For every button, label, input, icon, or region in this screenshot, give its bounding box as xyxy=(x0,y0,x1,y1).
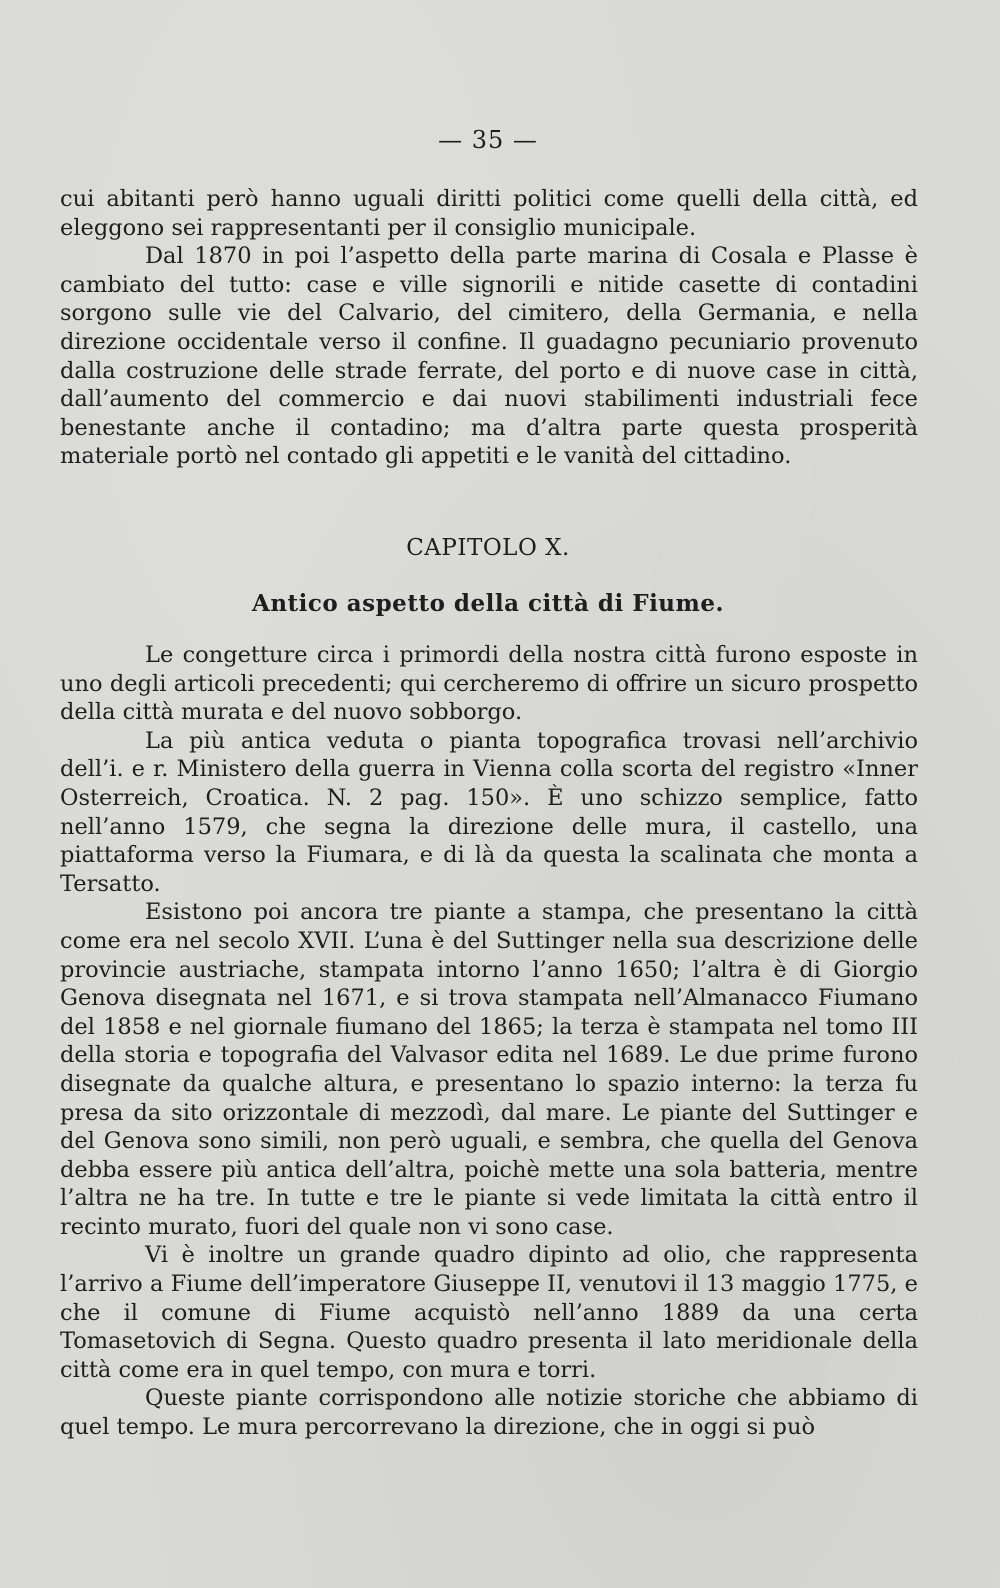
paragraph: Dal 1870 in poi l’aspetto della parte marina di Cosala e Plasse è cambiato del tutto: case e ville signorili e nitide casette di contadini sorgono sulle vie del Calvario, del cimitero, della Germania, e nella direzione occidentale verso il confine. Il guadagno pecuniario provenuto dalla costruzione delle strade ferrate, del porto e di nuove case in città, dall’aumento del commercio e dai nuovi stabilimenti industriali fece benestante anche il contadino; ma d’altra parte questa prosperità materiale portò nel contado gli appetiti e le vanità del cittadino. xyxy=(60,243,918,470)
page-number: — 35 — xyxy=(438,126,538,154)
paragraph: Vi è inoltre un grande quadro dipinto ad olio, che rappresenta l’arrivo a Fiume dell’imperatore Giuseppe II, venutovi il 13 maggio 1775, e che il comune di Fiume acquistò nell’anno 1889 da una certa Tomasetovich di Segna. Questo quadro presenta il lato meridionale della città come era in quel tempo, con mura e torri. xyxy=(60,1242,918,1383)
chapter-title: Antico aspetto della città di Fiume. xyxy=(251,590,725,617)
paragraph: Le congetture circa i primordi della nostra città furono esposte in uno degli articoli precedenti; qui cercheremo di offrire un sicuro prospetto della città murata e del nuovo sobborgo. xyxy=(60,642,918,726)
chapter-text xyxy=(60,641,918,1442)
paragraph: La più antica veduta o pianta topografica trovasi nell’archivio dell’i. e r. Ministero della guerra in Vienna colla scorta del registro «Inner Osterreich, Croatica. N. 2 pag. 150». È uno schizzo semplice, fatto nell’anno 1579, che segna la direzione delle mura, il castello, una piattaforma verso la Fiumara, e di là da questa la scalinata che monta a Tersatto. xyxy=(60,727,918,897)
paragraph-continued: cui abitanti però hanno uguali diritti politici come quelli della città, ed eleggono sei rappresentanti per il consiglio municipale. xyxy=(60,186,918,241)
previous-chapter-text xyxy=(60,185,918,471)
paragraph: Esistono poi ancora tre piante a stampa, che presentano la città come era nel secolo XVII. L’una è del Suttinger nella sua descrizione delle provincie austriache, stampata intorno l’anno 1650; l’altra è di Giorgio Genova disegnata nel 1671, e si trova stampata nell’Almanacco Fiumano del 1858 e nel giornale fiumano del 1865; la terza è stampata nel tomo III della storia e topografia del Valvasor edita nel 1689. Le due prime furono disegnate da qualche altura, e presentano lo spazio interno: la terza fu presa da sito orizzontale di mezzodì, dal mare. Le piante del Suttinger e del Genova sono simili, non però uguali, e sembra, che quella del Genova debba essere più antica dell’altra, poichè mette una sola batteria, mentre l’altra ne ha tre. In tutte e tre le piante si vede limitata la città entro il recinto murato, fuori del quale non vi sono case. xyxy=(60,899,918,1240)
paragraph: Queste piante corrispondono alle notizie storiche che abbiamo di quel tempo. Le mura percorrevano la direzione, che in oggi si può xyxy=(60,1385,918,1441)
chapter-label: CAPITOLO X. xyxy=(406,535,570,561)
